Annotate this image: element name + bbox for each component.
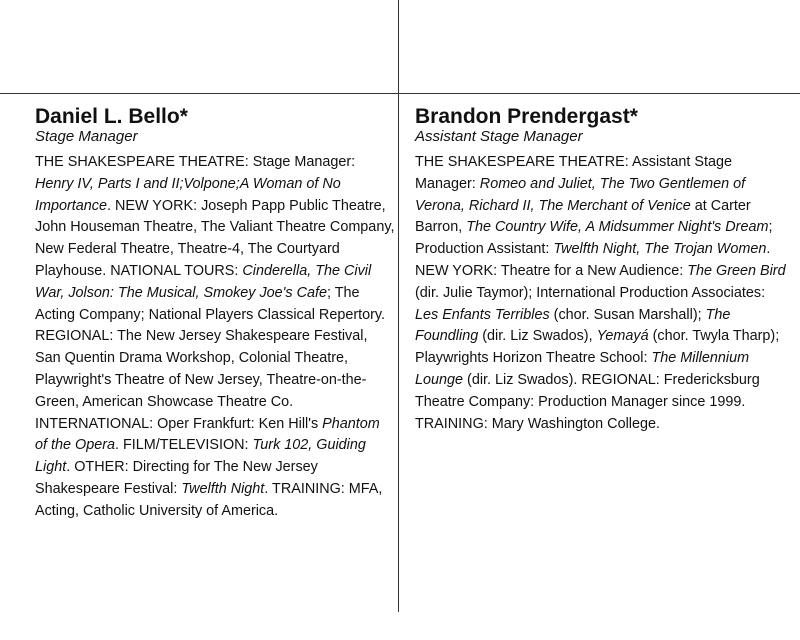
person-role: Assistant Stage Manager xyxy=(415,128,583,145)
bio-text: (dir. Julie Taymor); International Production Associates: xyxy=(415,284,766,301)
vertical-divider xyxy=(398,0,399,612)
bio-text: . NEW YORK: Joseph Papp Public Theatre, John Houseman Theatre, The Valiant Theatre Company, New Federal Theatre, Theatre-4, The Courtyard Playhouse. NATIONAL TOURS: xyxy=(35,197,395,279)
bio-text: (dir. Liz Swados). REGIONAL: Fredericksburg Theatre Company: Production Manager since 1999. TRAINING: Mary Washington College. xyxy=(415,371,760,432)
person-role: Stage Manager xyxy=(35,128,138,145)
italic-title: The Foundling xyxy=(415,306,731,345)
italic-title: Twelfth Night xyxy=(181,480,265,497)
bio-text: . FILM/TELEVISION: xyxy=(115,437,253,454)
italic-title: Phantom of the Opera xyxy=(35,415,380,454)
italic-title: Henry IV, Parts I and II;Volpone;A Woman of No Importance xyxy=(35,175,341,214)
italic-title: Les Enfants Terribles xyxy=(415,306,550,323)
bio-text: (chor. Twyla Tharp); Playwrights Horizon Theatre School: xyxy=(415,328,780,367)
person-name: Daniel L. Bello* xyxy=(35,105,188,128)
person-bio xyxy=(35,152,395,523)
bio-text: (dir. Liz Swados), xyxy=(478,328,597,345)
italic-title: Yemayá xyxy=(596,328,649,345)
bio-text: . OTHER: Directing for The New Jersey Shakespeare Festival: xyxy=(35,459,318,497)
horizontal-divider xyxy=(0,93,800,94)
bio-text: . NEW YORK: Theatre for a New Audience: xyxy=(415,241,771,279)
italic-title: Turk 102, Guiding Light xyxy=(35,437,366,476)
bio-text: ; Production Assistant: xyxy=(415,219,773,258)
italic-title: The Millennium Lounge xyxy=(415,350,750,388)
italic-title: The Country Wife, A Midsummer Night's Dream xyxy=(466,219,769,236)
italic-title: The Green Bird xyxy=(687,262,786,279)
italic-title: Romeo and Juliet, The Two Gentlemen of Verona, Richard II, The Merchant of Venice xyxy=(415,175,746,214)
italic-title: Twelfth Night, The Trojan Women xyxy=(553,241,767,258)
bio-text: at Carter Barron, xyxy=(415,197,751,236)
italic-title: Cinderella, The Civil War, Jolson: The Musical, Smokey Joe's Cafe xyxy=(35,262,372,301)
bio-text: THE SHAKESPEARE THEATRE: Stage Manager: xyxy=(35,154,356,170)
person-bio xyxy=(415,152,787,435)
bio-text: ; The Acting Company; National Players Classical Repertory. REGIONAL: The New Jersey Shakespeare Festival, San Quentin Drama Workshop, Colonial Theatre, Playwright's Theatre of New Jersey, Theatre-on-the-Green, American Showcase Theatre Co. INTERNATIONAL: Oper Frankfurt: Ken Hill's xyxy=(35,284,386,432)
bio-column-bello xyxy=(35,106,395,523)
bio-text: (chor. Susan Marshall); xyxy=(549,306,706,323)
bio-text: . TRAINING: MFA, Acting, Catholic University of America. xyxy=(35,480,383,519)
bio-text: THE SHAKESPEARE THEATRE: Assistant Stage Manager: xyxy=(415,154,732,192)
bio-column-prendergast xyxy=(415,106,787,435)
person-name: Brandon Prendergast* xyxy=(415,105,638,128)
